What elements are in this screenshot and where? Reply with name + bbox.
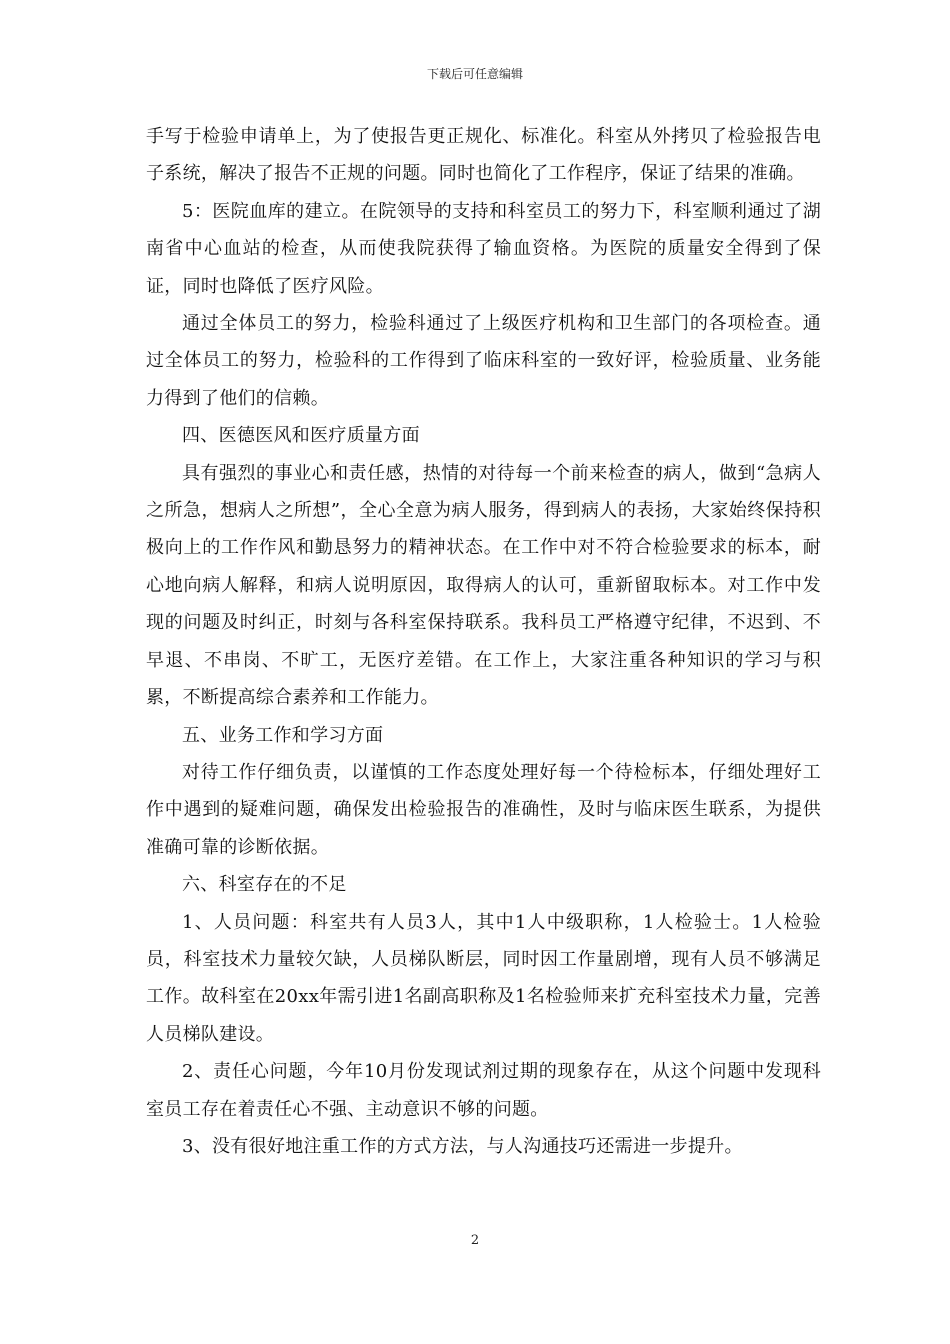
paragraph-staffing: 1、人员问题：科室共有人员3人，其中1人中级职称，1人检验士。1人检验员，科室技术力量较欠缺，人员梯队断层，同时因工作量剧增，现有人员不够满足工作。故科室在20xx年需引进1名副高职称及1名检验师来扩充科室技术力量，完善人员梯队建设。 [146,911,821,1045]
page-number: 2 [470,1233,480,1248]
section-heading-ethics: 四、医德医风和医疗质量方面 [182,425,420,447]
document-body [146,118,821,1165]
paragraph-responsibility: 2、责任心问题，今年10月份发现试剂过期的现象存在，从这个问题中发现科室员工存在着责任心不强、主动意识不够的问题。 [146,1061,821,1120]
page-header: 下载后可任意编辑 [426,67,523,81]
paragraph-inspections: 通过全体员工的努力，检验科通过了上级医疗机构和卫生部门的各项检查。通过全体员工的努力，检验科的工作得到了临床科室的一致好评，检验质量、业务能力得到了他们的信赖。 [146,313,821,409]
paragraph-communication: 3、没有很好地注重工作的方式方法，与人沟通技巧还需进一步提升。 [182,1135,743,1157]
paragraph-report-system: 手写于检验申请单上，为了使报告更正规化、标准化。科室从外拷贝了检验报告电子系统，解决了报告不正规的问题。同时也简化了工作程序，保证了结果的准确。 [146,126,821,185]
paragraph-blood-bank: 5：医院血库的建立。在院领导的支持和科室员工的努力下，科室顺利通过了湖南省中心血站的检查，从而使我院获得了输血资格。为医院的质量安全得到了保证，同时也降低了医疗风险。 [146,200,821,297]
section-heading-work-study: 五、业务工作和学习方面 [182,724,384,746]
paragraph-ethics: 具有强烈的事业心和责任感，热情的对待每一个前来检查的病人，做到“急病人之所急，想病人之所想”，全心全意为病人服务，得到病人的表扬，大家始终保持积极向上的工作作风和勤恳努力的精神状态。在工作中对不符合检验要求的标本，耐心地向病人解释，和病人说明原因，取得病人的认可，重新留取标本。对工作中发现的问题及时纠正，时刻与各科室保持联系。我科员工严格遵守纪律，不迟到、不早退、不串岗、不旷工，无医疗差错。在工作上，大家注重各种知识的学习与积累，不断提高综合素养和工作能力。 [146,462,821,709]
paragraph-work-study: 对待工作仔细负责，以谨慎的工作态度处理好每一个待检标本，仔细处理好工作中遇到的疑难问题，确保发出检验报告的准确性，及时与临床医生联系，为提供准确可靠的诊断依据。 [146,761,821,858]
section-heading-shortcomings: 六、科室存在的不足 [182,874,347,896]
